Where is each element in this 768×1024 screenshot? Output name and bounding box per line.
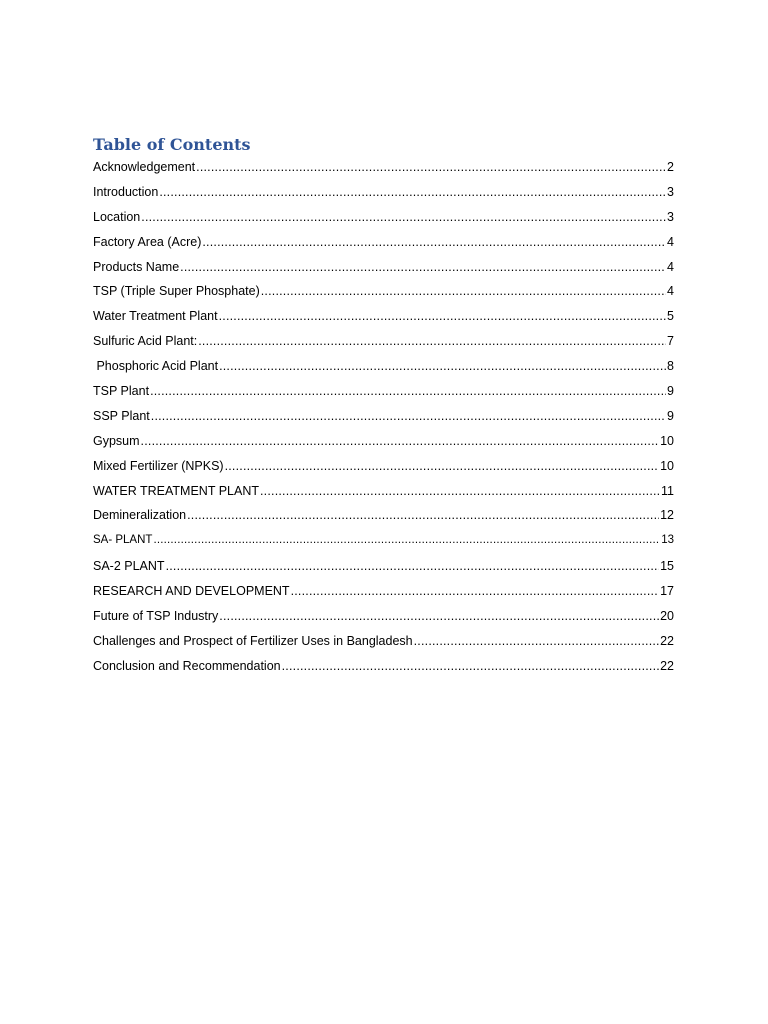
toc-entry-label: TSP (Triple Super Phosphate) [93,284,260,299]
toc-entry-label: RESEARCH AND DEVELOPMENT [93,584,290,599]
toc-entry-page: 4 [667,234,674,249]
toc-dot-leader [219,606,659,626]
toc-dot-leader [261,281,666,301]
toc-list [93,157,674,681]
toc-entry-label: Challenges and Prospect of Fertilizer Uses in Bangladesh [93,634,413,649]
toc-entry-introduction[interactable] [93,182,674,202]
toc-entry-page: 3 [667,184,674,199]
toc-entry-page: 9 [667,384,674,399]
toc-entry-sa-2-plant[interactable] [93,556,674,576]
toc-entry-label: Sulfuric Acid Plant: [93,334,198,349]
toc-entry-label: Mixed Fertilizer (NPKS) [93,458,224,473]
toc-entry-location[interactable] [93,207,674,227]
toc-entry-label: SA- PLANT [93,534,153,547]
toc-entry-demineralization[interactable] [93,505,674,525]
toc-entry-label: Factory Area (Acre) [93,234,202,249]
toc-entry-page: 7 [667,334,674,349]
toc-entry-page: 5 [667,309,674,324]
toc-entry-page: 10 [660,433,674,448]
toc-entry-page: 8 [667,359,674,374]
toc-entry-page: 4 [667,284,674,299]
toc-entry-mixed-fertilizer[interactable] [93,456,674,476]
toc-entry-research-and-development[interactable] [93,581,674,601]
toc-dot-leader [219,356,666,376]
toc-entry-tsp-plant[interactable] [93,381,674,401]
toc-dot-leader [282,656,659,676]
toc-entry-conclusion-and-recommendation[interactable] [93,656,674,676]
toc-dot-leader [202,232,666,252]
toc-entry-page: 13 [661,534,674,547]
toc-dot-leader [291,581,660,601]
toc-entry-label: SA-2 PLANT [93,559,165,574]
toc-dot-leader [414,631,659,651]
toc-entry-label: Location [93,209,141,224]
toc-dot-leader [198,331,666,351]
toc-entry-acknowledgement[interactable] [93,157,674,177]
toc-entry-page: 22 [660,658,674,673]
toc-dot-leader [260,481,660,501]
toc-entry-label: Introduction [93,184,159,199]
toc-entry-label: Conclusion and Recommendation [93,658,281,673]
toc-entry-water-treatment-plant-caps[interactable] [93,481,674,501]
toc-dot-leader [187,505,659,525]
toc-entry-page: 15 [660,559,674,574]
toc-entry-future-of-tsp-industry[interactable] [93,606,674,626]
toc-entry-label: Gypsum [93,433,140,448]
toc-entry-phosphoric-acid-plant[interactable] [93,356,674,376]
toc-entry-sulfuric-acid-plant[interactable] [93,331,674,351]
toc-title: Table of Contents [93,135,251,154]
toc-entry-page: 10 [660,458,674,473]
toc-entry-label: Products Name [93,259,180,274]
toc-entry-gypsum[interactable] [93,431,674,451]
toc-entry-label: Future of TSP Industry [93,609,219,624]
toc-entry-label: Acknowledgement [93,160,196,174]
toc-dot-leader [225,456,660,476]
toc-dot-leader [153,530,660,550]
toc-entry-page: 11 [661,483,674,498]
toc-entry-page: 9 [667,408,674,423]
toc-entry-label: Phosphoric Acid Plant [93,359,219,374]
toc-entry-challenges-and-prospect[interactable] [93,631,674,651]
toc-dot-leader [141,207,666,227]
toc-entry-page: 4 [667,259,674,274]
toc-entry-label: Water Treatment Plant [93,309,218,324]
toc-entry-page: 17 [660,584,674,599]
toc-dot-leader [196,157,666,177]
toc-entry-page: 22 [660,634,674,649]
toc-dot-leader [219,306,666,326]
toc-entry-tsp[interactable] [93,281,674,301]
toc-entry-label: Demineralization [93,508,187,523]
toc-entry-page: 2 [667,160,674,174]
toc-entry-label: TSP Plant [93,384,150,399]
toc-dot-leader [166,556,660,576]
toc-entry-label: SSP Plant [93,408,150,423]
toc-dot-leader [150,381,666,401]
toc-entry-label: WATER TREATMENT PLANT [93,483,259,498]
toc-dot-leader [180,257,666,277]
toc-entry-page: 12 [660,508,674,523]
toc-dot-leader [141,431,660,451]
toc-entry-factory-area[interactable] [93,232,674,252]
toc-entry-products-name[interactable] [93,257,674,277]
toc-entry-water-treatment-plant[interactable] [93,306,674,326]
toc-entry-ssp-plant[interactable] [93,406,674,426]
toc-entry-sa-plant[interactable] [93,530,674,550]
toc-dot-leader [151,406,666,426]
toc-entry-page: 20 [660,609,674,624]
toc-dot-leader [159,182,666,202]
toc-entry-page: 3 [667,209,674,224]
